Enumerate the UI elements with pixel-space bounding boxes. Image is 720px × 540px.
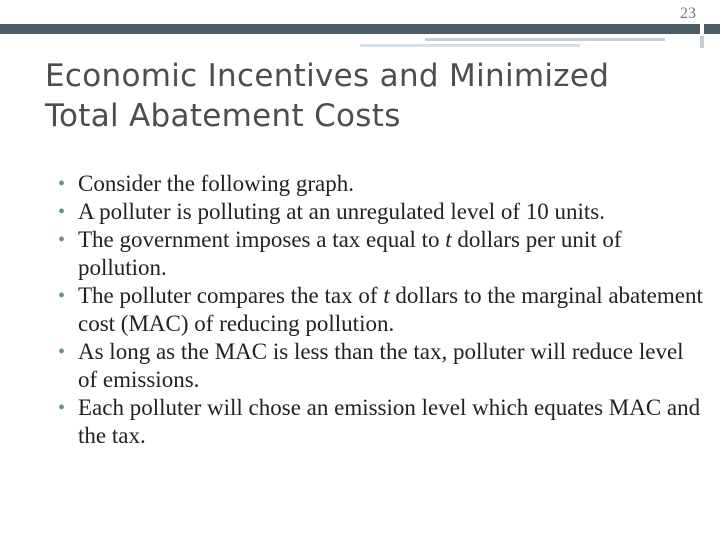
bullet-item xyxy=(56,198,706,226)
bullet-variable-t: t xyxy=(383,283,390,308)
header-bar xyxy=(0,24,700,34)
bullet-text: As long as the MAC is less than the tax, polluter will reduce level of emissions. xyxy=(78,339,684,392)
header-accent-line-secondary xyxy=(360,44,580,47)
bullet-dot-icon: • xyxy=(58,341,66,363)
bullet-item xyxy=(56,394,706,450)
bullet-item xyxy=(56,338,706,394)
bullet-text: The government imposes a tax equal to xyxy=(78,227,446,252)
header-bar-right xyxy=(704,24,720,34)
bullet-list xyxy=(56,170,706,450)
bullet-text: Consider the following graph. xyxy=(78,171,354,196)
slide-number: 23 xyxy=(680,5,696,22)
bullet-text: A polluter is polluting at an unregulated level of 10 units. xyxy=(78,199,605,224)
bullet-dot-icon: • xyxy=(58,397,66,419)
bullet-dot-icon: • xyxy=(58,201,66,223)
bullet-variable-t: t xyxy=(445,227,452,252)
bullet-text: The polluter compares the tax of xyxy=(78,283,384,308)
header-accent-vertical xyxy=(700,36,704,48)
bullet-dot-icon: • xyxy=(58,173,66,195)
bullet-item xyxy=(56,282,706,338)
slide-title-line-1: Economic Incentives and Minimized xyxy=(45,58,610,94)
bullet-dot-icon: • xyxy=(58,285,66,307)
slide-title-line-2: Total Abatement Costs xyxy=(45,98,401,134)
slide-title xyxy=(45,56,685,136)
header-accent-line xyxy=(425,38,665,41)
bullet-dot-icon: • xyxy=(58,229,66,251)
bullet-item xyxy=(56,170,706,198)
bullet-text: dollars per unit of pollution. xyxy=(78,227,622,280)
bullet-text: dollars to the marginal abatement cost (MAC) of reducing pollution. xyxy=(78,283,703,336)
bullet-text: Each polluter will chose an emission level which equates MAC and the tax. xyxy=(78,395,701,448)
bullet-item xyxy=(56,226,706,282)
